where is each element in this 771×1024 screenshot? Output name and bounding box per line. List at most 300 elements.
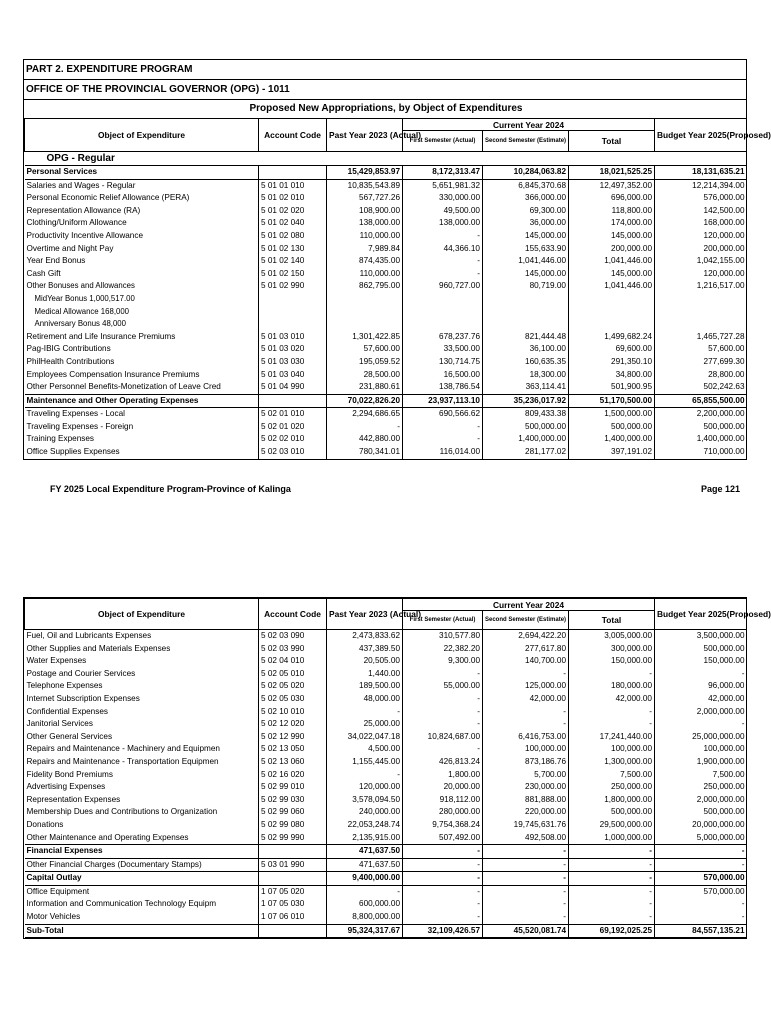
row-label: Donations bbox=[26, 819, 64, 829]
table-row bbox=[25, 630, 747, 643]
row-label: MidYear Bonus 1,000,517.00 bbox=[34, 293, 135, 303]
row-second-semester: 100,000.00 bbox=[483, 743, 569, 756]
row-account-code: 5 02 13 050 bbox=[259, 743, 327, 756]
row-budget-year: 57,600.00 bbox=[655, 343, 747, 356]
row-first-semester: 330,000.00 bbox=[403, 192, 483, 205]
table-row bbox=[25, 832, 747, 845]
row-first-semester: 918,112.00 bbox=[403, 794, 483, 807]
row-account-code: 5 02 05 010 bbox=[259, 668, 327, 681]
row-budget-year: 277,699.30 bbox=[655, 356, 747, 369]
table-row bbox=[25, 680, 747, 693]
table-row bbox=[25, 756, 747, 769]
row-label: Personal Services bbox=[25, 166, 259, 180]
col-object: Object of Expenditure bbox=[25, 119, 259, 152]
row-past-year bbox=[327, 293, 403, 306]
row-first-semester: 8,172,313.47 bbox=[403, 166, 483, 180]
row-second-semester: 492,508.00 bbox=[483, 832, 569, 845]
col-budget: Budget Year 2025(Proposed) bbox=[655, 599, 747, 630]
sub-item-row bbox=[25, 318, 747, 331]
row-total: 501,900.95 bbox=[569, 381, 655, 394]
row-account-code: 5 02 04 010 bbox=[259, 655, 327, 668]
row-past-year: 34,022,047.18 bbox=[327, 731, 403, 744]
row-label: Clothing/Uniform Allowance bbox=[26, 218, 127, 228]
row-label: Cash Gift bbox=[26, 268, 61, 278]
row-account-code: 5 02 99 010 bbox=[259, 781, 327, 794]
table-row bbox=[25, 280, 747, 293]
row-budget-year: 1,900,000.00 bbox=[655, 756, 747, 769]
table-row bbox=[25, 693, 747, 706]
row-first-semester: 138,000.00 bbox=[403, 217, 483, 230]
row-account-code: 5 01 02 130 bbox=[259, 243, 327, 256]
row-budget-year: 65,855,500.00 bbox=[655, 394, 747, 408]
row-label: Repairs and Maintenance - Transportation Equipmen bbox=[26, 756, 219, 766]
row-budget-year: 576,000.00 bbox=[655, 192, 747, 205]
row-second-semester: 69,300.00 bbox=[483, 205, 569, 218]
row-past-year: 108,900.00 bbox=[327, 205, 403, 218]
row-total bbox=[569, 293, 655, 306]
row-label: Information and Communication Technology Equipm bbox=[26, 899, 217, 909]
expenditure-table-1 bbox=[24, 118, 771, 459]
row-total: 1,400,000.00 bbox=[569, 433, 655, 446]
row-total: 29,500,000.00 bbox=[569, 819, 655, 832]
row-first-semester: 690,566.62 bbox=[403, 408, 483, 421]
row-budget-year: 500,000.00 bbox=[655, 643, 747, 656]
row-first-semester: 116,014.00 bbox=[403, 446, 483, 459]
row-account-code: 5 02 01 010 bbox=[259, 408, 327, 421]
row-account-code bbox=[259, 318, 327, 331]
row-account-code: 1 07 06 010 bbox=[259, 911, 327, 924]
table-row bbox=[25, 718, 747, 731]
row-total: - bbox=[569, 718, 655, 731]
row-second-semester: 155,633.90 bbox=[483, 243, 569, 256]
row-past-year: 20,505.00 bbox=[327, 655, 403, 668]
row-first-semester: - bbox=[403, 230, 483, 243]
table-row bbox=[25, 217, 747, 230]
row-account-code: 5 02 99 060 bbox=[259, 806, 327, 819]
row-past-year: 28,500.00 bbox=[327, 369, 403, 382]
row-budget-year: 502,242.63 bbox=[655, 381, 747, 394]
table-body-1 bbox=[25, 152, 747, 459]
row-past-year: - bbox=[327, 769, 403, 782]
row-account-code: 5 01 02 140 bbox=[259, 255, 327, 268]
row-budget-year: 2,200,000.00 bbox=[655, 408, 747, 421]
row-label: Representation Allowance (RA) bbox=[26, 205, 141, 215]
section-row bbox=[25, 845, 747, 859]
row-total: 3,005,000.00 bbox=[569, 630, 655, 643]
row-past-year: 1,440.00 bbox=[327, 668, 403, 681]
row-account-code bbox=[259, 924, 327, 938]
row-second-semester: - bbox=[483, 872, 569, 886]
row-account-code: 5 01 02 040 bbox=[259, 217, 327, 230]
part-title: PART 2. EXPENDITURE PROGRAM bbox=[24, 60, 746, 80]
row-second-semester: 1,041,446.00 bbox=[483, 255, 569, 268]
row-second-semester: 36,100.00 bbox=[483, 343, 569, 356]
row-account-code: 5 02 12 990 bbox=[259, 731, 327, 744]
row-past-year: 110,000.00 bbox=[327, 268, 403, 281]
row-total: 1,499,682.24 bbox=[569, 331, 655, 344]
col-account: Account Code bbox=[259, 599, 327, 630]
row-label: Motor Vehicles bbox=[26, 912, 81, 922]
row-past-year: 48,000.00 bbox=[327, 693, 403, 706]
table-row bbox=[25, 858, 747, 872]
row-account-code: 5 02 10 010 bbox=[259, 706, 327, 719]
row-total bbox=[569, 306, 655, 319]
row-first-semester: - bbox=[403, 668, 483, 681]
row-account-code: 5 01 04 990 bbox=[259, 381, 327, 394]
row-past-year: 10,835,543.89 bbox=[327, 179, 403, 192]
row-second-semester: 873,186.76 bbox=[483, 756, 569, 769]
section-row bbox=[25, 872, 747, 886]
row-account-code: 5 01 03 030 bbox=[259, 356, 327, 369]
row-second-semester: 2,694,422.20 bbox=[483, 630, 569, 643]
row-second-semester: 45,520,081.74 bbox=[483, 924, 569, 938]
row-second-semester: 363,114.41 bbox=[483, 381, 569, 394]
row-total: 300,000.00 bbox=[569, 643, 655, 656]
row-account-code: 5 01 03 040 bbox=[259, 369, 327, 382]
row-budget-year bbox=[655, 306, 747, 319]
row-past-year: 189,500.00 bbox=[327, 680, 403, 693]
row-past-year: 3,578,094.50 bbox=[327, 794, 403, 807]
row-second-semester: - bbox=[483, 706, 569, 719]
row-account-code: 1 07 05 030 bbox=[259, 898, 327, 911]
row-first-semester: 138,786.54 bbox=[403, 381, 483, 394]
row-first-semester: - bbox=[403, 898, 483, 911]
row-total: - bbox=[569, 872, 655, 886]
row-total: 118,800.00 bbox=[569, 205, 655, 218]
row-account-code bbox=[259, 166, 327, 180]
col-current: Current Year 2024 bbox=[403, 119, 655, 131]
row-budget-year: - bbox=[655, 911, 747, 924]
row-first-semester: 678,237.76 bbox=[403, 331, 483, 344]
table-row bbox=[25, 356, 747, 369]
row-past-year bbox=[327, 318, 403, 331]
table-row bbox=[25, 643, 747, 656]
row-label: Office Supplies Expenses bbox=[26, 447, 120, 457]
col-past: Past Year 2023 (Actual) bbox=[327, 599, 403, 630]
row-label: Traveling Expenses - Foreign bbox=[26, 421, 134, 431]
row-first-semester: 49,500.00 bbox=[403, 205, 483, 218]
row-second-semester: 18,300.00 bbox=[483, 369, 569, 382]
section-row bbox=[25, 394, 747, 408]
table-row bbox=[25, 230, 747, 243]
row-total: 69,192,025.25 bbox=[569, 924, 655, 938]
row-second-semester bbox=[483, 306, 569, 319]
row-second-semester: 366,000.00 bbox=[483, 192, 569, 205]
row-account-code: 5 01 03 020 bbox=[259, 343, 327, 356]
row-account-code: 5 01 02 080 bbox=[259, 230, 327, 243]
col-current: Current Year 2024 bbox=[403, 599, 655, 611]
row-account-code: 5 01 02 020 bbox=[259, 205, 327, 218]
table-row bbox=[25, 655, 747, 668]
row-first-semester: - bbox=[403, 255, 483, 268]
row-total: 18,021,525.25 bbox=[569, 166, 655, 180]
row-total: 1,000,000.00 bbox=[569, 832, 655, 845]
row-budget-year: 1,465,727.28 bbox=[655, 331, 747, 344]
row-first-semester: 44,366.10 bbox=[403, 243, 483, 256]
row-first-semester: 310,577.80 bbox=[403, 630, 483, 643]
row-total: 12,497,352.00 bbox=[569, 179, 655, 192]
row-second-semester: 10,284,063.82 bbox=[483, 166, 569, 180]
row-budget-year: 5,000,000.00 bbox=[655, 832, 747, 845]
row-second-semester: 80,719.00 bbox=[483, 280, 569, 293]
table-subtitle: Proposed New Appropriations, by Object of Expenditures bbox=[249, 103, 523, 114]
table-row bbox=[25, 268, 747, 281]
row-first-semester bbox=[403, 306, 483, 319]
row-label: Personal Economic Relief Allowance (PERA) bbox=[26, 193, 190, 203]
row-second-semester: 6,845,370.68 bbox=[483, 179, 569, 192]
row-second-semester: 42,000.00 bbox=[483, 693, 569, 706]
office-title: OFFICE OF THE PROVINCIAL GOVERNOR (OPG) - 1011 bbox=[24, 80, 746, 100]
row-first-semester: - bbox=[403, 845, 483, 859]
row-past-year: 1,155,445.00 bbox=[327, 756, 403, 769]
row-budget-year: - bbox=[655, 718, 747, 731]
row-label: Repairs and Maintenance - Machinery and Equipmen bbox=[26, 744, 220, 754]
row-budget-year: 84,557,135.21 bbox=[655, 924, 747, 938]
row-second-semester: 19,745,631.76 bbox=[483, 819, 569, 832]
row-budget-year: 250,000.00 bbox=[655, 781, 747, 794]
sub-item-row bbox=[25, 293, 747, 306]
row-total: - bbox=[569, 668, 655, 681]
row-label: Maintenance and Other Operating Expenses bbox=[25, 394, 259, 408]
row-first-semester: - bbox=[403, 743, 483, 756]
row-budget-year: 3,500,000.00 bbox=[655, 630, 747, 643]
row-total: 1,500,000.00 bbox=[569, 408, 655, 421]
row-budget-year: 20,000,000.00 bbox=[655, 819, 747, 832]
row-total: - bbox=[569, 911, 655, 924]
table-row bbox=[25, 794, 747, 807]
row-past-year: 471,637.50 bbox=[327, 858, 403, 872]
row-label: Other Maintenance and Operating Expenses bbox=[26, 832, 189, 842]
col-second: Second Semester (Estimate) bbox=[483, 611, 569, 630]
row-first-semester: - bbox=[403, 268, 483, 281]
row-budget-year: 500,000.00 bbox=[655, 806, 747, 819]
row-first-semester: 5,651,981.32 bbox=[403, 179, 483, 192]
row-total: 34,800.00 bbox=[569, 369, 655, 382]
row-total: 1,041,446.00 bbox=[569, 255, 655, 268]
table-row bbox=[25, 205, 747, 218]
table-row bbox=[25, 255, 747, 268]
row-first-semester: - bbox=[403, 858, 483, 872]
row-second-semester: - bbox=[483, 858, 569, 872]
row-first-semester: 22,382.20 bbox=[403, 643, 483, 656]
row-second-semester: - bbox=[483, 898, 569, 911]
row-first-semester: - bbox=[403, 421, 483, 434]
row-label: Other Bonuses and Allowances bbox=[26, 281, 135, 291]
row-label: Other Personnel Benefits-Monetization of Leave Cred bbox=[26, 382, 221, 392]
row-label: Training Expenses bbox=[26, 434, 95, 444]
table-row bbox=[25, 381, 747, 394]
row-past-year: 138,000.00 bbox=[327, 217, 403, 230]
row-account-code bbox=[259, 293, 327, 306]
row-account-code: 5 01 02 010 bbox=[259, 192, 327, 205]
row-second-semester: 1,400,000.00 bbox=[483, 433, 569, 446]
row-past-year: - bbox=[327, 706, 403, 719]
row-label: Membership Dues and Contributions to Organization bbox=[26, 807, 218, 817]
row-budget-year: 500,000.00 bbox=[655, 421, 747, 434]
table-row bbox=[25, 911, 747, 924]
col-object: Object of Expenditure bbox=[25, 599, 259, 630]
row-total: 17,241,440.00 bbox=[569, 731, 655, 744]
row-budget-year: 120,000.00 bbox=[655, 268, 747, 281]
row-second-semester: 35,236,017.92 bbox=[483, 394, 569, 408]
row-past-year: - bbox=[327, 421, 403, 434]
row-total: 145,000.00 bbox=[569, 268, 655, 281]
row-second-semester: 821,444.48 bbox=[483, 331, 569, 344]
row-budget-year: 42,000.00 bbox=[655, 693, 747, 706]
table-row bbox=[25, 369, 747, 382]
row-past-year: 57,600.00 bbox=[327, 343, 403, 356]
row-first-semester: 960,727.00 bbox=[403, 280, 483, 293]
row-account-code bbox=[259, 306, 327, 319]
table-row bbox=[25, 408, 747, 421]
row-past-year: 15,429,853.97 bbox=[327, 166, 403, 180]
row-second-semester: - bbox=[483, 668, 569, 681]
row-first-semester: 32,109,426.57 bbox=[403, 924, 483, 938]
row-budget-year: 200,000.00 bbox=[655, 243, 747, 256]
row-label: Medical Allowance 168,000 bbox=[34, 306, 129, 316]
row-total: - bbox=[569, 898, 655, 911]
table-row bbox=[25, 179, 747, 192]
col-first: First Semester (Actual) bbox=[403, 611, 483, 630]
page-footer bbox=[50, 484, 740, 494]
row-budget-year: 25,000,000.00 bbox=[655, 731, 747, 744]
row-account-code: 5 02 99 080 bbox=[259, 819, 327, 832]
row-second-semester: 145,000.00 bbox=[483, 268, 569, 281]
row-past-year: 7,989.84 bbox=[327, 243, 403, 256]
row-second-semester: 281,177.02 bbox=[483, 446, 569, 459]
row-total: 291,350.10 bbox=[569, 356, 655, 369]
row-first-semester: 1,800.00 bbox=[403, 769, 483, 782]
row-first-semester: - bbox=[403, 718, 483, 731]
row-first-semester: 507,492.00 bbox=[403, 832, 483, 845]
row-second-semester: - bbox=[483, 718, 569, 731]
row-account-code bbox=[259, 872, 327, 886]
page-two bbox=[23, 597, 771, 939]
row-label: Fidelity Bond Premiums bbox=[26, 769, 113, 779]
row-label: Employees Compensation Insurance Premiums bbox=[26, 369, 200, 379]
section-row bbox=[25, 924, 747, 938]
row-second-semester: 881,888.00 bbox=[483, 794, 569, 807]
row-label: Salaries and Wages - Regular bbox=[26, 180, 136, 190]
row-budget-year: 168,000.00 bbox=[655, 217, 747, 230]
row-account-code bbox=[259, 394, 327, 408]
row-budget-year bbox=[655, 318, 747, 331]
col-total: Total bbox=[569, 611, 655, 630]
row-label: Productivity Incentive Allowance bbox=[26, 230, 144, 240]
row-first-semester: 130,714.75 bbox=[403, 356, 483, 369]
row-past-year: 4,500.00 bbox=[327, 743, 403, 756]
row-second-semester: 6,416,753.00 bbox=[483, 731, 569, 744]
section-row bbox=[25, 166, 747, 180]
row-past-year: 1,301,422.85 bbox=[327, 331, 403, 344]
row-first-semester: - bbox=[403, 885, 483, 898]
row-account-code: 5 02 03 010 bbox=[259, 446, 327, 459]
row-budget-year: 710,000.00 bbox=[655, 446, 747, 459]
row-account-code: 5 02 03 090 bbox=[259, 630, 327, 643]
row-account-code: 5 03 01 990 bbox=[259, 858, 327, 872]
row-label: Other General Services bbox=[26, 731, 113, 741]
row-first-semester: - bbox=[403, 706, 483, 719]
row-past-year: 110,000.00 bbox=[327, 230, 403, 243]
row-budget-year: 150,000.00 bbox=[655, 655, 747, 668]
row-past-year: 8,800,000.00 bbox=[327, 911, 403, 924]
expenditure-table-2 bbox=[24, 598, 771, 938]
row-budget-year: 100,000.00 bbox=[655, 743, 747, 756]
row-label: Office Equipment bbox=[26, 886, 90, 896]
row-first-semester: - bbox=[403, 433, 483, 446]
table-body-2 bbox=[25, 630, 747, 938]
row-total: 69,600.00 bbox=[569, 343, 655, 356]
row-second-semester bbox=[483, 318, 569, 331]
row-label: PhilHealth Contributions bbox=[26, 356, 115, 366]
row-budget-year: 570,000.00 bbox=[655, 872, 747, 886]
row-past-year: 240,000.00 bbox=[327, 806, 403, 819]
row-second-semester: - bbox=[483, 911, 569, 924]
row-account-code: 5 02 03 990 bbox=[259, 643, 327, 656]
row-account-code: 5 01 02 150 bbox=[259, 268, 327, 281]
row-budget-year: - bbox=[655, 668, 747, 681]
row-account-code bbox=[259, 845, 327, 859]
row-total: 1,300,000.00 bbox=[569, 756, 655, 769]
row-total: 180,000.00 bbox=[569, 680, 655, 693]
col-account: Account Code bbox=[259, 119, 327, 152]
row-account-code: 5 02 05 030 bbox=[259, 693, 327, 706]
col-past: Past Year 2023 (Actual) bbox=[327, 119, 403, 152]
row-second-semester: 145,000.00 bbox=[483, 230, 569, 243]
row-total: 7,500.00 bbox=[569, 769, 655, 782]
row-first-semester: 280,000.00 bbox=[403, 806, 483, 819]
table-row bbox=[25, 806, 747, 819]
table-row bbox=[25, 743, 747, 756]
row-past-year: 567,727.26 bbox=[327, 192, 403, 205]
row-label: Postage and Courier Services bbox=[26, 668, 136, 678]
row-account-code: 5 02 99 990 bbox=[259, 832, 327, 845]
row-first-semester bbox=[403, 293, 483, 306]
row-account-code: 5 02 13 060 bbox=[259, 756, 327, 769]
table-row bbox=[25, 706, 747, 719]
row-label: Anniversary Bonus 48,000 bbox=[34, 319, 126, 329]
row-total: - bbox=[569, 845, 655, 859]
row-account-code: 1 07 05 020 bbox=[259, 885, 327, 898]
page-number: Page 121 bbox=[700, 484, 740, 494]
row-budget-year: 1,216,517.00 bbox=[655, 280, 747, 293]
row-second-semester: 140,700.00 bbox=[483, 655, 569, 668]
row-label: Representation Expenses bbox=[26, 794, 121, 804]
row-budget-year: 120,000.00 bbox=[655, 230, 747, 243]
row-first-semester: - bbox=[403, 872, 483, 886]
row-total: 696,000.00 bbox=[569, 192, 655, 205]
row-first-semester: 33,500.00 bbox=[403, 343, 483, 356]
row-past-year: 195,059.52 bbox=[327, 356, 403, 369]
row-account-code: 5 01 02 990 bbox=[259, 280, 327, 293]
row-past-year: 22,053,248.74 bbox=[327, 819, 403, 832]
row-past-year: 70,022,826.20 bbox=[327, 394, 403, 408]
row-total bbox=[569, 318, 655, 331]
row-label: Advertising Expenses bbox=[26, 782, 106, 792]
row-total: 1,800,000.00 bbox=[569, 794, 655, 807]
row-label: Internet Subscription Expenses bbox=[26, 693, 140, 703]
row-first-semester: 426,813.24 bbox=[403, 756, 483, 769]
row-account-code: 5 02 99 030 bbox=[259, 794, 327, 807]
row-label: Sub-Total bbox=[25, 924, 259, 938]
row-second-semester: 500,000.00 bbox=[483, 421, 569, 434]
row-past-year: - bbox=[327, 885, 403, 898]
row-account-code: 5 01 01 010 bbox=[259, 179, 327, 192]
row-total: 1,041,446.00 bbox=[569, 280, 655, 293]
row-total: 145,000.00 bbox=[569, 230, 655, 243]
row-budget-year: 18,131,635.21 bbox=[655, 166, 747, 180]
row-total: 397,191.02 bbox=[569, 446, 655, 459]
